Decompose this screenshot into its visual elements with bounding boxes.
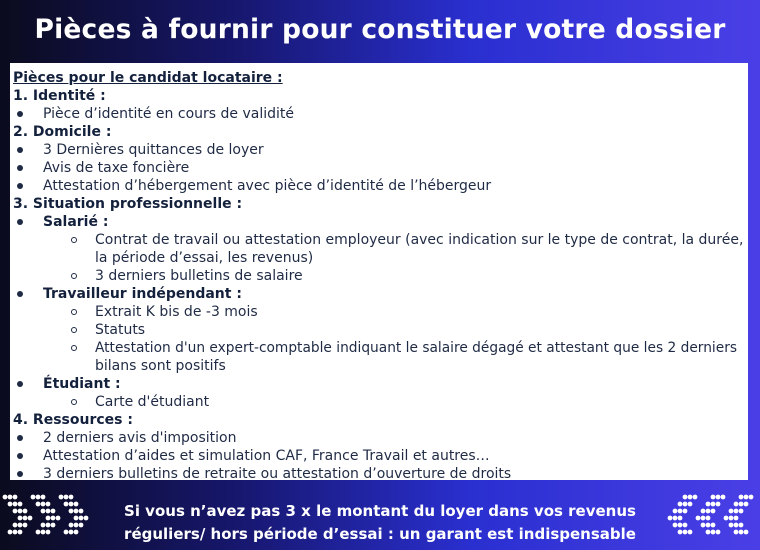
documents-panel [10, 63, 748, 480]
ressources-item: 2 derniers avis d'imposition [43, 430, 237, 446]
domicile-item: Avis de taxe foncière [43, 160, 190, 176]
independant-item-continuation: bilans sont positifs [95, 358, 226, 374]
bullet-icon [17, 435, 23, 441]
salarie-label: Salarié : [43, 214, 109, 230]
independant-item: Statuts [95, 322, 146, 338]
bullet-icon [17, 183, 23, 189]
bullet-icon [17, 219, 23, 225]
bullet-icon [17, 165, 23, 171]
domicile-item: 3 Dernières quittances de loyer [43, 142, 264, 158]
salarie-item: 3 derniers bulletins de salaire [95, 268, 303, 284]
circle-bullet-icon [71, 273, 77, 279]
domicile-item: Attestation d’hébergement avec pièce d’identité de l’hébergeur [43, 178, 492, 194]
salarie-item: Contrat de travail ou attestation employeur (avec indication sur le type de contrat, la durée, [95, 232, 744, 248]
independant-item: Attestation d'un expert-comptable indiquant le salaire dégagé et attestant que les 2 derniers [95, 340, 738, 356]
chevrons-left-dotted-icon [666, 494, 758, 536]
section-heading: Pièces pour le candidat locataire : [13, 70, 283, 86]
bullet-icon [17, 381, 23, 387]
footer-line-2: réguliers/ hors période d’essai : un garant est indispensable [124, 525, 636, 543]
salarie-item-continuation: la période d’essai, les revenus) [95, 250, 314, 266]
bullet-icon [17, 147, 23, 153]
footer-notice [100, 500, 660, 546]
bullet-icon [17, 453, 23, 459]
bullet-icon [17, 471, 23, 477]
etudiant-label: Étudiant : [43, 376, 121, 392]
identite-label: 1. Identité : [13, 88, 106, 104]
footer-line-1: Si vous n’avez pas 3 x le montant du loyer dans vos revenus [124, 502, 636, 520]
ressources-item: Attestation d’aides et simulation CAF, France Travail et autres… [43, 448, 490, 464]
domicile-label: 2. Domicile : [13, 124, 112, 140]
circle-bullet-icon [71, 237, 77, 243]
circle-bullet-icon [71, 345, 77, 351]
bullet-icon [17, 291, 23, 297]
bullet-icon [17, 111, 23, 117]
circle-bullet-icon [71, 399, 77, 405]
identite-item: Pièce d’identité en cours de validité [43, 106, 294, 122]
ressources-item: 3 derniers bulletins de retraite ou attestation d’ouverture de droits [43, 466, 512, 480]
etudiant-item: Carte d'étudiant [95, 394, 210, 410]
circle-bullet-icon [71, 327, 77, 333]
ressources-label: 4. Ressources : [13, 412, 133, 428]
circle-bullet-icon [71, 309, 77, 315]
page-title: Pièces à fournir pour constituer votre dossier [34, 14, 726, 45]
situation-label: 3. Situation professionnelle : [13, 196, 243, 212]
independant-item: Extrait K bis de -3 mois [95, 304, 258, 320]
independant-label: Travailleur indépendant : [43, 286, 242, 302]
chevrons-right-dotted-icon [2, 494, 94, 536]
